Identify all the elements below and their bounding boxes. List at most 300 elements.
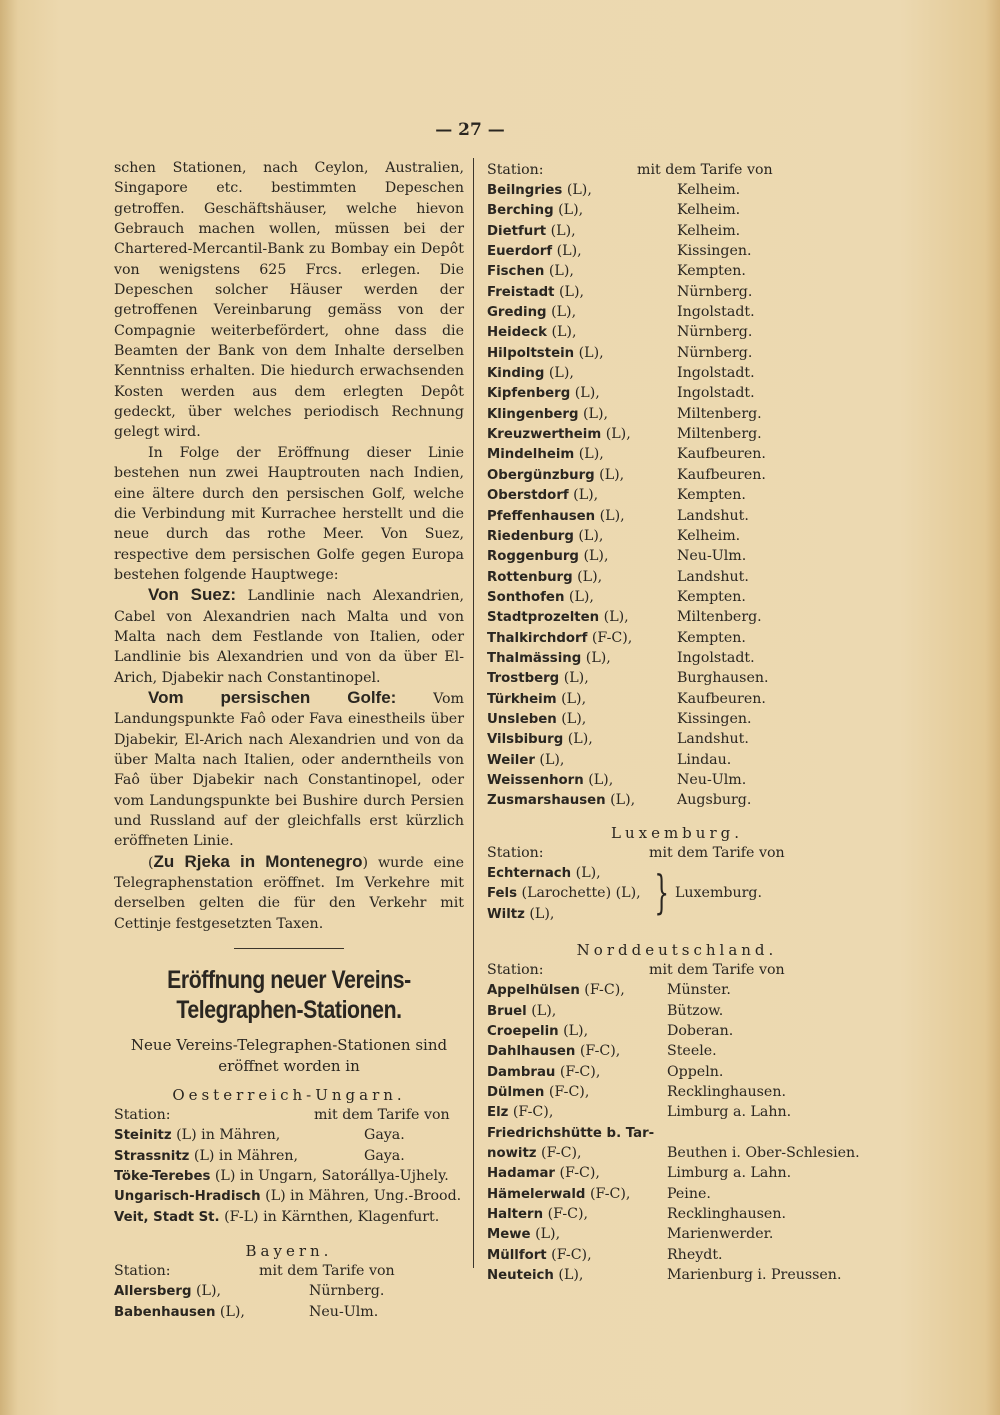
tarif-cell: Miltenberg. (677, 426, 762, 443)
station-cell (487, 383, 600, 404)
station-cell (487, 709, 586, 730)
table-row (487, 750, 867, 770)
station-detail: (F-L) in Kärnthen, Klagenfurt. (219, 1208, 440, 1225)
station-name: Töke-Terebes (114, 1169, 211, 1185)
station-name: Zusmarshausen (487, 793, 606, 809)
table-row (487, 241, 867, 261)
station-type: (L), (558, 1023, 589, 1040)
station-name: Mewe (487, 1227, 531, 1243)
table-row (487, 546, 867, 566)
station-cell (114, 1146, 298, 1167)
page-number: — 27 — (435, 120, 505, 140)
table-row (487, 668, 867, 688)
station-name: Berching (487, 203, 554, 219)
region-title-oesterreich: Oesterreich-Ungarn. (172, 1086, 406, 1105)
tarif-cell: Landshut. (677, 507, 749, 524)
table-row (487, 1265, 867, 1285)
tarif-cell: Neu-Ulm. (677, 548, 747, 565)
tarif-cell: Marienburg i. Preussen. (667, 1267, 842, 1284)
station-name: Sonthofen (487, 589, 565, 605)
station-name: Trostberg (487, 671, 560, 687)
station-type: (F-C), (544, 1084, 590, 1101)
column-header (114, 1261, 464, 1281)
brace: } (654, 865, 669, 919)
station-type: (L), (553, 1267, 584, 1284)
station-type: (F-C), (546, 1246, 592, 1263)
table-row (487, 282, 867, 302)
tarif-cell: Nürnberg. (677, 344, 753, 361)
station-cell (487, 904, 554, 925)
station-cell (487, 1102, 553, 1123)
table-row (487, 506, 867, 526)
station-cell (487, 1001, 556, 1022)
table-row (487, 689, 867, 709)
paragraph-1: schen Stationen, nach Ceylon, Australien, Singapore etc. bestimmten Depeschen getroffen. Geschäftshäuser, welche hievon Gebrauch machen wollen, müssen bei der Chartered-Mercantil-Bank zu Bombay ein Depôt von wenigstens 625 Frcs. erlegen. Die Depeschen solcher Häuser werden der getroffenen Vereinbarung gemäss von der Compagnie weiterbefördert, ohne dass die Beamten der Bank von dem Inhalte derselben Kenntniss erhalten. Die hiedurch erwachsenden Kosten werden aus dem erlegten Depôt gedeckt, über welches periodisch Rechnung gelegt wird. (114, 160, 464, 441)
tarif-cell: Gaya. (364, 1147, 405, 1164)
station-cell (487, 261, 574, 282)
station-name: Echternach (487, 866, 572, 881)
tarif-cell: Ingolstadt. (677, 649, 755, 666)
tarif-cell: Limburg a. Lahn. (667, 1165, 792, 1182)
tarif-cell: Kelheim. (677, 182, 741, 198)
station-name: Euerdorf (487, 244, 553, 260)
table-row (487, 1245, 867, 1265)
station-type: (L), (552, 243, 582, 260)
bayern-cont-rows (487, 180, 867, 811)
station-name: Allersberg (114, 1284, 192, 1300)
tarif-cell: Landshut. (677, 731, 749, 748)
station-cell (487, 628, 632, 649)
station-name: Elz (487, 1105, 509, 1121)
station-cell (487, 485, 598, 506)
station-cell (487, 1143, 582, 1164)
station-type: (L), (553, 202, 584, 219)
tarif-cell: Augsburg. (677, 792, 752, 809)
station-name: Pfeffenhausen (487, 508, 596, 524)
station-type: (F-C), (536, 1145, 582, 1162)
station-type: (L), (594, 466, 625, 483)
station-cell (487, 1204, 588, 1225)
station-name: Friedrichshütte b. Tar- (487, 1125, 655, 1141)
station-cell (487, 465, 624, 486)
station-name: Veit, Stadt St. (114, 1209, 220, 1225)
station-type: (L), (556, 710, 587, 727)
text-rjeka: ) wurde eine Telegraphenstation eröffnet. Im Verkehre mit derselben gelten die für den Verkehr mit Cettinje festgesetzten Taxen. (114, 854, 464, 932)
station-name: Hämelerwald (487, 1186, 586, 1202)
station-cell (487, 587, 594, 608)
station-type: (L), (215, 1303, 245, 1320)
station-name: Kreuzwertheim (487, 427, 602, 443)
table-row (487, 607, 867, 627)
station-type: (L), (578, 548, 609, 565)
station-name: Bruel (487, 1003, 527, 1019)
station-cell (114, 1302, 245, 1323)
text-persischer-golf: Vom Landungspunkte Faô oder Fava einestheils über Djabekir, El-Arich nach Alexandrien und von da über Malta nach Italien, oder anderntheils von Faô über Djabekir nach Constantinopel, oder vom Landungspunkte bei Bushire durch Persien und Russland auf der gleichfalls erst kürzlich eröffneten Linie. (114, 690, 464, 850)
table-row (487, 1001, 867, 1021)
station-name: Haltern (487, 1207, 544, 1223)
tarif-cell: Recklinghausen. (667, 1084, 786, 1101)
station-type: (L), (554, 283, 584, 300)
station-type: (F-C), (555, 1063, 601, 1080)
station-type: (L), (546, 324, 577, 341)
station-type: (L), (572, 568, 603, 585)
station-name: Oberstdorf (487, 488, 569, 504)
station-name: Hadamar (487, 1166, 555, 1182)
station-cell (487, 1184, 630, 1205)
tarif-cell: Lindau. (677, 751, 732, 768)
station-type: (F-C), (575, 1043, 621, 1060)
oesterreich-rows (114, 1125, 464, 1166)
station-name: Ungarisch-Hradisch (114, 1189, 261, 1205)
tarif-cell: Steele. (667, 1043, 717, 1060)
list-item (114, 1207, 464, 1227)
table-row (487, 709, 867, 729)
station-type: (L), (583, 771, 614, 788)
section-intro: Neue Vereins-Telegraphen-Stationen sind eröffnet worden in (130, 1036, 448, 1076)
tarif-cell: Landshut. (677, 568, 749, 585)
tarif-cell: Kaufbeuren. (677, 466, 766, 483)
station-name: Neuteich (487, 1268, 554, 1284)
table-row (487, 200, 867, 220)
station-name: Beilngries (487, 183, 563, 198)
station-type: (L), (578, 405, 609, 422)
norddeutschland-rows (487, 980, 867, 1285)
station-type: (L), (563, 731, 593, 748)
luxemburg-tarif: Luxemburg. (675, 885, 763, 901)
table-row (487, 628, 867, 648)
station-type: (L), (546, 222, 576, 239)
table-row (487, 790, 867, 810)
station-cell (487, 1041, 620, 1062)
tarif-cell: Ingolstadt. (677, 365, 755, 382)
lead-von-suez: Von Suez: (148, 585, 237, 605)
station-cell (487, 980, 625, 1001)
tarif-cell: Kissingen. (677, 710, 752, 727)
station-type: (L), (534, 751, 565, 768)
list-item (114, 1186, 464, 1206)
table-row (487, 302, 867, 322)
station-type: (L), (605, 792, 636, 809)
station-type: (L), (581, 649, 611, 666)
station-name: Vilsbiburg (487, 732, 564, 748)
table-row (487, 980, 867, 1000)
station-type: (L), (601, 426, 631, 443)
station-detail: (L) in Mähren, Ung.-Brood. (260, 1188, 462, 1205)
col-tarif: mit dem Tarife von (314, 1107, 450, 1124)
station-name: Obergünzburg (487, 467, 595, 483)
table-row (487, 424, 867, 444)
station-type: (F-C), (587, 629, 633, 646)
station-type: (L), (574, 446, 604, 463)
col-tarif: mit dem Tarife von (649, 962, 785, 979)
table-row (487, 1062, 867, 1082)
tarif-cell: Kelheim. (677, 527, 741, 544)
station-cell (487, 648, 611, 669)
station-type: (L), (574, 344, 604, 361)
station-name: Fischen (487, 264, 545, 280)
station-name: Fels (487, 886, 518, 902)
station-cell (487, 750, 564, 771)
station-cell (487, 1062, 600, 1083)
list-item (114, 1166, 464, 1186)
luxemburg-block (487, 863, 867, 926)
station-name: Dülmen (487, 1085, 545, 1101)
station-name: Wiltz (487, 906, 525, 922)
tarif-cell: Ingolstadt. (677, 304, 755, 321)
paragraph-von-suez (114, 585, 464, 688)
col-station: Station: (114, 1107, 171, 1124)
station-type: (L), (544, 263, 574, 280)
station-cell (487, 404, 608, 425)
tarif-cell: Marienwerder. (667, 1226, 774, 1243)
station-type: (F-C), (554, 1165, 600, 1182)
station-type: (L), (568, 487, 599, 504)
tarif-cell: Kaufbeuren. (677, 690, 766, 707)
tarif-cell: Burghausen. (677, 670, 769, 687)
station-name: Dahlhausen (487, 1044, 576, 1060)
station-cell (487, 322, 576, 343)
tarif-cell: Rheydt. (667, 1246, 723, 1263)
station-type: (F-C), (508, 1104, 554, 1121)
table-row (487, 343, 867, 363)
table-row (487, 485, 867, 505)
table-row (487, 383, 867, 403)
station-type: (F-C), (579, 982, 625, 999)
tarif-cell: Beuthen i. Ober-Schlesien. (667, 1145, 860, 1162)
table-row (487, 221, 867, 241)
lead-persischer-golf: Vom persischen Golfe: (148, 687, 397, 707)
station-name: Thalmässing (487, 650, 582, 666)
station-cell (114, 1281, 221, 1302)
tarif-cell: Miltenberg. (677, 609, 762, 626)
table-row (487, 729, 867, 749)
station-name: Kipfenberg (487, 386, 571, 402)
station-cell (487, 1082, 589, 1103)
station-type: (L), (573, 527, 604, 544)
station-name: Greding (487, 305, 547, 321)
paragraph-rjeka (114, 852, 464, 934)
table-row (487, 1184, 867, 1204)
station-cell (487, 180, 592, 201)
table-row (487, 526, 867, 546)
station-type: (L), (570, 385, 600, 402)
table-row (487, 587, 867, 607)
station-name: Strassnitz (114, 1148, 190, 1164)
station-name: Kinding (487, 366, 545, 382)
paren-open: ( (148, 854, 154, 871)
station-cell (487, 302, 576, 323)
station-cell (487, 1021, 588, 1042)
lead-rjeka: Zu Rjeka in Montenegro (153, 851, 363, 871)
table-row (487, 1102, 867, 1122)
column-header (114, 1105, 464, 1125)
station-name: Croepelin (487, 1024, 559, 1040)
station-cell (487, 689, 586, 710)
col-tarif: mit dem Tarife von (637, 162, 773, 178)
station-name: Heideck (487, 325, 547, 341)
tarif-cell: Miltenberg. (677, 405, 762, 422)
tarif-cell: Limburg a. Lahn. (667, 1104, 792, 1121)
station-type: (L), (524, 905, 555, 922)
table-row (487, 261, 867, 281)
tarif-cell: Kissingen. (677, 243, 752, 260)
table-row (487, 1021, 867, 1041)
table-row (487, 1204, 867, 1224)
tarif-cell: Neu-Ulm. (677, 771, 747, 788)
table-row (114, 1302, 464, 1322)
table-row (487, 1082, 867, 1102)
tarif-cell: Peine. (667, 1185, 711, 1202)
station-cell (487, 526, 603, 547)
table-row (487, 363, 867, 383)
station-detail: (L) in Ungarn, Satorállya-Ujhely. (210, 1168, 449, 1185)
tarif-cell: Recklinghausen. (667, 1206, 786, 1223)
station-name: Hilpoltstein (487, 345, 575, 361)
tarif-cell: Münster. (667, 982, 731, 999)
station-name: Klingenberg (487, 406, 579, 422)
table-row (487, 1143, 867, 1163)
tarif-cell: Kempten. (677, 588, 746, 605)
col-tarif: mit dem Tarife von (259, 1263, 395, 1280)
station-cell (487, 1123, 654, 1144)
table-row (114, 1281, 464, 1301)
station-cell (487, 343, 604, 364)
tarif-cell: Kaufbeuren. (677, 446, 766, 463)
paragraph-persischer-golf (114, 688, 464, 852)
tarif-cell: Kempten. (677, 263, 746, 280)
text-von-suez: Landlinie nach Alexandrien, Cabel von Alexandrien nach Malta und von Malta nach dem Festlande von Italien, oder Landlinie bis Alexandrien und von da über El-Arich, Djabekir nach Constantinopel. (114, 588, 464, 686)
right-column (487, 160, 867, 1286)
region-title-luxemburg: Luxemburg. (611, 823, 743, 842)
station-name: Riedenburg (487, 528, 574, 544)
station-cell (487, 668, 589, 689)
station-name: Dambrau (487, 1064, 556, 1080)
paragraph-2: In Folge der Eröffnung dieser Linie bestehen nun zwei Hauptrouten nach Indien, eine ältere durch den persischen Golf, welche die Verbindung mit Kurrachee herstellt und die neue durch das rothe Meer. Von Suez, respective dem persischen Golfe gegen Europa bestehen folgende Hauptwege: (114, 444, 464, 583)
table-row (114, 1146, 464, 1166)
tarif-cell: Oppeln. (667, 1063, 724, 1080)
station-cell (487, 546, 608, 567)
station-name: Stadtprozelten (487, 610, 600, 626)
tarif-cell: Bützow. (667, 1002, 724, 1019)
station-name: Roggenburg (487, 549, 579, 565)
table-row (487, 648, 867, 668)
col-station: Station: (114, 1263, 171, 1280)
station-name: Rottenburg (487, 569, 573, 585)
oesterreich-entries (114, 1166, 464, 1227)
station-type: (L), (530, 1226, 561, 1243)
region-title-bayern: Bayern. (245, 1242, 333, 1261)
col-station: Station: (487, 162, 544, 178)
station-name: Freistadt (487, 284, 555, 300)
table-row (487, 404, 867, 424)
column-header (487, 843, 867, 863)
station-name: Müllfort (487, 1247, 547, 1263)
station-cell (487, 729, 593, 750)
tarif-cell: Nürnberg. (677, 324, 753, 341)
station-type: (L), (556, 690, 587, 707)
tarif-cell: Nürnberg. (309, 1283, 385, 1300)
col-tarif: mit dem Tarife von (649, 845, 785, 861)
region-title-norddeutschland: Norddeutschland. (576, 941, 778, 959)
station-type: (F-C), (543, 1206, 589, 1223)
station-name: Weissenhorn (487, 772, 584, 788)
station-name: Mindelheim (487, 447, 575, 463)
station-type: (L), (571, 865, 601, 881)
tarif-cell: Doberan. (667, 1023, 734, 1040)
station-type: (L), (599, 609, 629, 626)
tarif-cell: Nürnberg. (677, 283, 753, 300)
station-cell (487, 221, 576, 242)
station-cell (487, 282, 584, 303)
table-row (487, 180, 867, 200)
station-cell (487, 1224, 560, 1245)
station-type: (L), (544, 365, 574, 382)
station-name: Dietfurt (487, 223, 547, 239)
station-type: (L), (546, 304, 577, 321)
tarif-cell: Kelheim. (677, 202, 741, 219)
col-station: Station: (487, 962, 544, 979)
station-cell (487, 863, 601, 884)
tarif-cell: Gaya. (364, 1127, 405, 1144)
tarif-cell: Kempten. (677, 629, 746, 646)
table-row (487, 1123, 867, 1143)
station-name: nowitz (487, 1146, 537, 1162)
station-type: (L), (595, 507, 625, 524)
table-row (487, 1041, 867, 1061)
column-header (487, 160, 867, 180)
table-row (487, 770, 867, 790)
station-cell (487, 506, 625, 527)
station-name: Weiler (487, 752, 535, 768)
station-name: Unsleben (487, 711, 557, 727)
station-type: (L), (559, 670, 589, 687)
station-name: Thalkirchdorf (487, 630, 588, 646)
station-type: (L) in Mähren, (189, 1147, 299, 1164)
station-cell (487, 790, 635, 811)
station-cell (487, 200, 583, 221)
station-cell (487, 241, 582, 262)
station-cell (487, 444, 604, 465)
table-row (487, 567, 867, 587)
station-type: (L), (562, 182, 592, 198)
station-name: Steinitz (114, 1128, 172, 1144)
left-column (114, 158, 464, 1322)
table-row (487, 465, 867, 485)
tarif-cell: Kelheim. (677, 222, 741, 239)
station-type: (F-C), (585, 1185, 631, 1202)
station-cell (487, 1163, 600, 1184)
table-row (487, 444, 867, 464)
station-type: (L), (564, 588, 594, 605)
station-cell (487, 770, 613, 791)
tarif-cell: Ingolstadt. (677, 385, 755, 402)
station-type: (Larochette) (L), (517, 885, 641, 902)
station-cell (487, 607, 629, 628)
bayern-rows (114, 1281, 464, 1322)
station-name: Türkheim (487, 691, 557, 707)
station-cell (487, 424, 631, 445)
tarif-cell: Neu-Ulm. (309, 1303, 379, 1320)
table-row (487, 1163, 867, 1183)
station-name: Babenhausen (114, 1304, 216, 1320)
column-divider (473, 158, 474, 1268)
section-heading: Eröffnung neuer Vereins-Telegraphen-Stationen. (167, 966, 411, 1025)
separator-rule (234, 948, 344, 949)
station-cell (114, 1125, 280, 1146)
station-cell (487, 567, 602, 588)
table-row (487, 1224, 867, 1244)
station-cell (487, 1265, 583, 1286)
